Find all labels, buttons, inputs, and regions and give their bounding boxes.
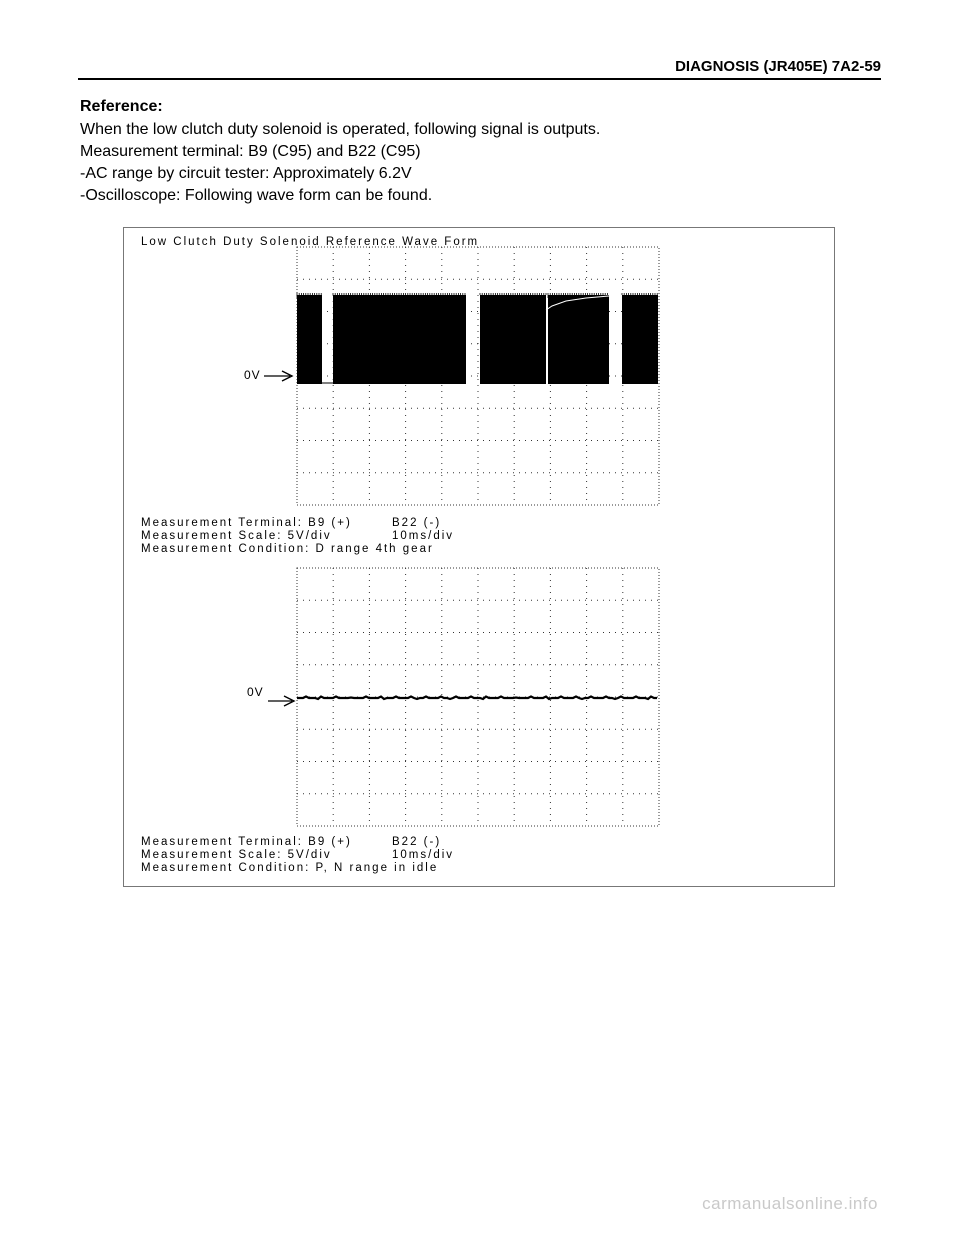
page-header: DIAGNOSIS (JR405E) 7A2-59	[675, 58, 881, 75]
scope1-time-scale: 10ms/div	[392, 530, 455, 542]
watermark: carmanualsonline.info	[702, 1194, 878, 1213]
reference-line-4: -Oscilloscope: Following wave form can be found.	[80, 187, 433, 204]
reference-line-3: -AC range by circuit tester: Approximately 6.2V	[80, 165, 412, 182]
oscilloscope-d-range	[296, 246, 660, 506]
zero-volt-label: 0V	[244, 368, 261, 382]
reference-line-2: Measurement terminal: B9 (C95) and B22 (C95)	[80, 143, 421, 160]
header-rule	[78, 78, 881, 80]
scope1-terminal-minus: B22 (-)	[392, 517, 442, 529]
figure-caption: Low Clutch Duty Solenoid Reference Wave Form	[141, 236, 480, 248]
scope1-scale-label: Measurement Scale: 5V/div	[141, 530, 332, 542]
arrow-right-icon	[264, 369, 296, 383]
zero-volt-label-2: 0V	[247, 685, 264, 699]
scope1-condition: Measurement Condition: D range 4th gear	[141, 543, 434, 555]
reference-title: Reference:	[80, 98, 163, 115]
pwm-signal-block	[297, 295, 322, 384]
scope2-terminal-minus: B22 (-)	[392, 836, 442, 848]
arrow-right-icon	[268, 694, 298, 708]
reference-line-1: When the low clutch duty solenoid is operated, following signal is outputs.	[80, 121, 601, 138]
scope1-terminal-label: Measurement Terminal: B9 (+)	[141, 517, 352, 529]
scope2-condition: Measurement Condition: P, N range in idle	[141, 862, 439, 874]
pwm-signal-block	[333, 295, 466, 384]
pwm-signal-block	[548, 295, 609, 384]
pwm-signal-block	[622, 295, 658, 384]
scope2-time-scale: 10ms/div	[392, 849, 455, 861]
pwm-signal-block	[480, 295, 546, 384]
scope2-terminal-label: Measurement Terminal: B9 (+)	[141, 836, 352, 848]
scope2-scale-label: Measurement Scale: 5V/div	[141, 849, 332, 861]
oscilloscope-p-n-range	[296, 567, 660, 827]
